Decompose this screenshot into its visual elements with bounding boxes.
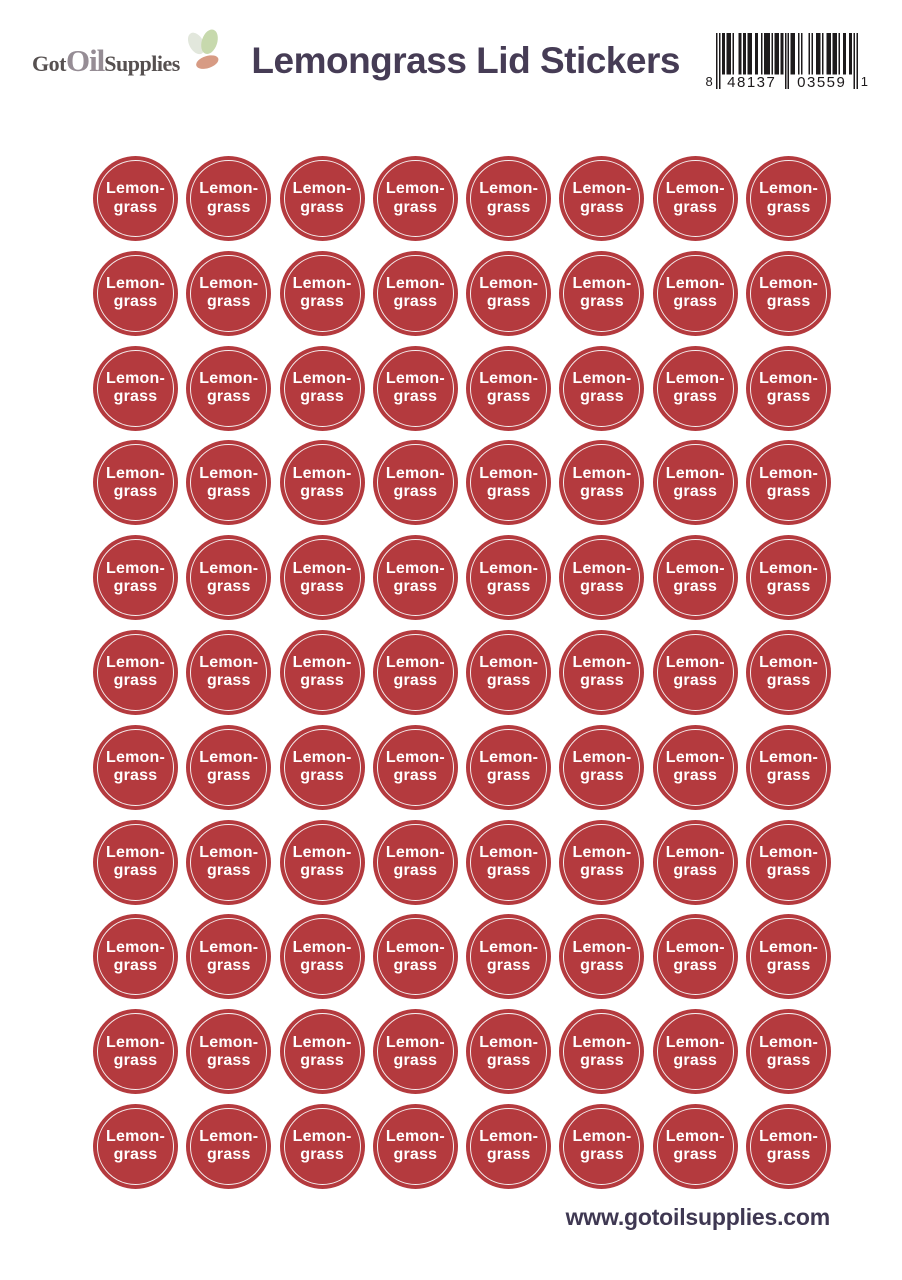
lemongrass-sticker [373,346,458,431]
sticker-label-line2: grass [393,577,438,595]
lemongrass-sticker [746,820,831,905]
lemongrass-sticker [746,346,831,431]
sticker-label-line1: Lemon- [385,370,445,388]
sticker-label-line2: grass [113,198,158,216]
sticker-label-line1: Lemon- [572,749,632,767]
sticker-label-line1: Lemon- [106,938,165,956]
sticker-label-line1: Lemon- [106,654,165,672]
sticker-label-line1: Lemon- [199,275,259,293]
sticker-label-line2: grass [206,956,251,974]
lemongrass-sticker [746,725,831,810]
sticker-label-line2: grass [673,1051,718,1069]
sticker-label-line1: Lemon- [759,180,819,198]
lemongrass-sticker [93,251,178,336]
sticker-label-line2: grass [206,1051,251,1069]
lemongrass-sticker [186,535,271,620]
sticker-label-line2: grass [206,1146,251,1164]
sticker-label-line1: Lemon- [759,749,819,767]
sticker-label-line2: grass [673,956,718,974]
sticker-label-line2: grass [486,1146,531,1164]
sticker-label-line1: Lemon- [479,844,539,861]
lemongrass-sticker [280,1009,365,1094]
sticker-label-line1: Lemon- [292,180,352,198]
sticker-label-line1: Lemon- [199,464,259,482]
sticker-label-line1: Lemon- [572,559,632,577]
lemongrass-sticker [280,346,365,431]
lemongrass-sticker [559,820,644,905]
lemongrass-sticker [653,251,738,336]
sticker-label-line1: Lemon- [479,464,539,482]
sticker-label-line2: grass [766,1146,811,1164]
sticker-label-line1: Lemon- [479,180,539,198]
lemongrass-sticker [466,346,551,431]
lemongrass-sticker [93,820,178,905]
sticker-label-line1: Lemon- [665,275,725,293]
sticker-label-line1: Lemon- [759,654,819,672]
sticker-label-line2: grass [486,862,531,880]
sticker-label-line2: grass [673,577,718,595]
lemongrass-sticker [93,156,178,241]
sticker-label-line1: Lemon- [759,1033,819,1051]
sticker-label-line2: grass [300,482,344,500]
lemongrass-sticker [559,725,644,810]
lemongrass-sticker [653,630,738,715]
lemongrass-sticker [746,535,831,620]
sticker-label-line1: Lemon- [292,1128,352,1146]
sticker-label-line2: grass [766,482,811,500]
sticker-label-line2: grass [580,767,624,785]
sticker-label-line1: Lemon- [292,749,352,767]
sticker-label-line1: Lemon- [385,654,445,672]
sticker-label-line2: grass [580,1146,624,1164]
lemongrass-sticker [280,251,365,336]
sticker-label-line2: grass [673,672,718,690]
lemongrass-sticker [746,1104,831,1189]
lemongrass-sticker [93,630,178,715]
leaves-icon [182,27,226,73]
sticker-label-line2: grass [206,293,251,311]
sticker-label-line1: Lemon- [292,275,352,293]
barcode-group2: 03559 [797,74,847,91]
lemongrass-sticker [746,156,831,241]
sticker-label-line1: Lemon- [665,1128,725,1146]
sticker-label-line2: grass [300,956,344,974]
sticker-label-line1: Lemon- [665,749,725,767]
sticker-label-line2: grass [206,862,251,880]
sticker-label-line1: Lemon- [665,844,725,861]
sticker-label-line2: grass [580,293,624,311]
sticker-label-line2: grass [206,482,251,500]
lemongrass-sticker [373,251,458,336]
sticker-label-line1: Lemon- [106,559,165,577]
sticker-label-line1: Lemon- [199,1033,259,1051]
lemongrass-sticker [186,725,271,810]
lemongrass-sticker [93,440,178,525]
sticker-label-line1: Lemon- [759,559,819,577]
sticker-label-line2: grass [766,672,811,690]
sticker-label-line1: Lemon- [385,559,445,577]
sticker-label-line1: Lemon- [385,1128,445,1146]
lemongrass-sticker [466,1104,551,1189]
sticker-label-line1: Lemon- [199,1128,259,1146]
sticker-label-line1: Lemon- [385,1033,445,1051]
lemongrass-sticker [280,820,365,905]
lemongrass-sticker [653,346,738,431]
sticker-label-line2: grass [766,1051,811,1069]
sticker-label-line2: grass [206,767,251,785]
sticker-label-line2: grass [766,862,811,880]
lemongrass-sticker [559,156,644,241]
lemongrass-sticker [559,346,644,431]
logo-text-supplies: Supplies [104,51,180,76]
lemongrass-sticker [746,630,831,715]
lemongrass-sticker [373,1009,458,1094]
sticker-label-line1: Lemon- [572,938,632,956]
lemongrass-sticker [746,1009,831,1094]
sticker-label-line1: Lemon- [106,749,165,767]
sticker-label-line2: grass [766,956,811,974]
sticker-label-line2: grass [393,293,438,311]
lemongrass-sticker [653,440,738,525]
sticker-label-line2: grass [486,198,531,216]
sticker-label-line2: grass [486,672,531,690]
sticker-label-line1: Lemon- [759,464,819,482]
sticker-label-line2: grass [300,388,344,406]
sticker-label-line1: Lemon- [479,654,539,672]
sticker-label-line1: Lemon- [665,180,725,198]
lemongrass-sticker [93,1104,178,1189]
sticker-label-line1: Lemon- [572,1128,632,1146]
lemongrass-sticker [466,725,551,810]
lemongrass-sticker [186,1009,271,1094]
sticker-label-line2: grass [300,767,344,785]
gotoilsupplies-logo [32,43,226,79]
lemongrass-sticker [653,1009,738,1094]
sticker-label-line1: Lemon- [106,844,165,861]
sticker-label-line2: grass [766,388,811,406]
sticker-label-line1: Lemon- [199,180,259,198]
sticker-label-line1: Lemon- [479,370,539,388]
lemongrass-sticker [559,440,644,525]
sticker-label-line1: Lemon- [572,275,632,293]
lemongrass-sticker [373,440,458,525]
sticker-label-line2: grass [580,388,624,406]
sticker-label-line2: grass [580,862,624,880]
sticker-label-line2: grass [580,198,624,216]
sticker-label-line1: Lemon- [199,654,259,672]
sticker-label-line1: Lemon- [385,844,445,861]
lemongrass-sticker [466,251,551,336]
lemongrass-sticker [93,725,178,810]
barcode-right-digit: 1 [860,74,868,89]
sticker-label-line2: grass [673,862,718,880]
sticker-label-line1: Lemon- [292,844,352,861]
sticker-label-line2: grass [393,198,438,216]
sticker-label-line2: grass [113,672,158,690]
lemongrass-sticker [653,914,738,999]
upc-barcode [706,33,868,89]
sticker-label-line1: Lemon- [479,938,539,956]
leaf-bottom [194,53,220,72]
lemongrass-sticker [466,156,551,241]
sticker-label-line1: Lemon- [199,938,259,956]
sticker-label-line1: Lemon- [665,464,725,482]
sticker-label-line2: grass [673,482,718,500]
lemongrass-sticker [280,1104,365,1189]
sticker-label-line2: grass [393,388,438,406]
lemongrass-sticker [280,914,365,999]
lemongrass-sticker [653,725,738,810]
sticker-label-line2: grass [300,293,344,311]
logo-text-oil: Oil [65,43,105,78]
sticker-label-line2: grass [580,577,624,595]
sticker-label-line1: Lemon- [385,464,445,482]
sticker-label-line1: Lemon- [572,1033,632,1051]
sticker-label-line2: grass [300,198,344,216]
sticker-label-line1: Lemon- [759,275,819,293]
lemongrass-sticker [280,440,365,525]
lemongrass-sticker [93,1009,178,1094]
sticker-label-line2: grass [673,198,718,216]
lemongrass-sticker [373,820,458,905]
sticker-label-line1: Lemon- [479,1033,539,1051]
lemongrass-sticker [373,1104,458,1189]
sticker-label-line1: Lemon- [292,559,352,577]
sticker-label-line2: grass [393,767,438,785]
lemongrass-sticker [466,1009,551,1094]
lemongrass-sticker [280,535,365,620]
lemongrass-sticker [746,251,831,336]
lemongrass-sticker [746,914,831,999]
sticker-label-line2: grass [766,767,811,785]
sticker-label-line1: Lemon- [572,654,632,672]
lemongrass-sticker [186,251,271,336]
sticker-label-line2: grass [673,767,718,785]
sticker-label-line2: grass [300,672,344,690]
lemongrass-sticker [466,535,551,620]
lemongrass-sticker [186,346,271,431]
header [0,0,902,104]
lemongrass-sticker [280,156,365,241]
sticker-label-line1: Lemon- [572,370,632,388]
lemongrass-sticker [93,535,178,620]
lemongrass-sticker [373,725,458,810]
sticker-label-line2: grass [766,577,811,595]
sticker-label-line2: grass [393,482,438,500]
sticker-label-line1: Lemon- [572,464,632,482]
sticker-label-line1: Lemon- [199,749,259,767]
sticker-label-line1: Lemon- [572,180,632,198]
sticker-label-line2: grass [393,672,438,690]
barcode-group1: 48137 [727,74,777,91]
sticker-label-line2: grass [300,1146,344,1164]
lemongrass-sticker [653,1104,738,1189]
sticker-label-line1: Lemon- [292,938,352,956]
sticker-label-line2: grass [766,293,811,311]
sticker-label-line1: Lemon- [385,749,445,767]
website-url: www.gotoilsupplies.com [565,1204,830,1230]
sticker-label-line2: grass [673,293,718,311]
lemongrass-sticker [559,535,644,620]
lemongrass-sticker [280,630,365,715]
sticker-label-line2: grass [113,862,158,880]
lemongrass-sticker [466,820,551,905]
sticker-label-line1: Lemon- [106,370,165,388]
sticker-label-line1: Lemon- [665,370,725,388]
sticker-label-line1: Lemon- [665,1033,725,1051]
sticker-label-line2: grass [486,293,531,311]
sticker-label-line2: grass [486,482,531,500]
sticker-label-line1: Lemon- [479,559,539,577]
lemongrass-sticker [653,156,738,241]
sticker-label-line1: Lemon- [106,275,165,293]
sticker-label-line2: grass [393,1146,438,1164]
lemongrass-sticker [373,156,458,241]
sticker-label-line2: grass [393,862,438,880]
sticker-label-line2: grass [393,1051,438,1069]
sticker-label-line1: Lemon- [292,654,352,672]
sticker-label-line1: Lemon- [199,559,259,577]
sticker-label-line2: grass [113,1146,158,1164]
sticker-label-line2: grass [486,1051,531,1069]
sticker-label-line2: grass [486,956,531,974]
lemongrass-sticker [653,535,738,620]
sticker-label-line1: Lemon- [665,654,725,672]
sticker-label-line1: Lemon- [479,1128,539,1146]
sticker-label-line1: Lemon- [199,370,259,388]
sticker-label-line1: Lemon- [106,464,165,482]
lemongrass-sticker [559,1009,644,1094]
lemongrass-sticker [186,630,271,715]
sticker-label-line1: Lemon- [759,938,819,956]
sticker-label-line2: grass [486,577,531,595]
sticker-label-line2: grass [486,388,531,406]
lemongrass-sticker [653,820,738,905]
lemongrass-sticker [746,440,831,525]
sticker-label-line2: grass [113,1051,158,1069]
sticker-label-line2: grass [206,577,251,595]
barcode-left-digit: 8 [705,74,713,89]
barcode-bars [716,33,858,89]
sticker-label-line2: grass [113,482,158,500]
lemongrass-sticker [186,1104,271,1189]
sticker-label-line2: grass [300,1051,344,1069]
sticker-label-line2: grass [673,388,718,406]
sticker-label-line2: grass [206,198,251,216]
lemongrass-sticker [559,251,644,336]
sticker-label-line1: Lemon- [665,938,725,956]
sticker-label-line2: grass [580,1051,624,1069]
sticker-label-line2: grass [300,862,344,880]
sticker-label-line2: grass [580,672,624,690]
sticker-label-line2: grass [393,956,438,974]
lemongrass-sticker [93,914,178,999]
sticker-label-line1: Lemon- [292,464,352,482]
sticker-label-line1: Lemon- [759,370,819,388]
lemongrass-sticker [559,630,644,715]
sticker-label-line1: Lemon- [759,844,819,861]
sticker-label-line2: grass [580,956,624,974]
lemongrass-sticker [559,914,644,999]
sticker-label-line1: Lemon- [759,1128,819,1146]
sticker-label-line2: grass [113,767,158,785]
sticker-label-line2: grass [113,388,158,406]
sticker-label-line1: Lemon- [385,938,445,956]
sticker-label-line2: grass [300,577,344,595]
sticker-label-line1: Lemon- [106,180,165,198]
sticker-label-line2: grass [206,672,251,690]
lemongrass-sticker [93,346,178,431]
lemongrass-sticker [466,440,551,525]
lemongrass-sticker [373,535,458,620]
sticker-label-line1: Lemon- [292,1033,352,1051]
lemongrass-sticker [186,440,271,525]
lemongrass-sticker [186,820,271,905]
sticker-label-line1: Lemon- [385,180,445,198]
sticker-grid [93,156,831,1189]
sticker-label-line1: Lemon- [385,275,445,293]
sticker-label-line2: grass [766,198,811,216]
sticker-label-line1: Lemon- [665,559,725,577]
sticker-label-line1: Lemon- [292,370,352,388]
lemongrass-sticker [186,914,271,999]
sticker-label-line1: Lemon- [199,844,259,861]
sticker-label-line2: grass [113,293,158,311]
sticker-label-line2: grass [206,388,251,406]
lemongrass-sticker [186,156,271,241]
lemongrass-sticker [373,630,458,715]
sticker-label-line1: Lemon- [106,1128,165,1146]
page-title: Lemongrass Lid Stickers [251,40,680,81]
lemongrass-sticker [559,1104,644,1189]
lemongrass-sticker [280,725,365,810]
sticker-label-line2: grass [486,767,531,785]
sticker-label-line2: grass [580,482,624,500]
sticker-label-line1: Lemon- [479,749,539,767]
sticker-label-line2: grass [673,1146,718,1164]
lemongrass-sticker [373,914,458,999]
lemongrass-sticker [466,914,551,999]
sticker-label-line2: grass [113,956,158,974]
lemongrass-sticker [466,630,551,715]
sticker-label-line1: Lemon- [572,844,632,861]
sticker-label-line1: Lemon- [106,1033,165,1051]
sticker-label-line2: grass [113,577,158,595]
sticker-label-line1: Lemon- [479,275,539,293]
logo-text-got: Got [32,51,66,76]
